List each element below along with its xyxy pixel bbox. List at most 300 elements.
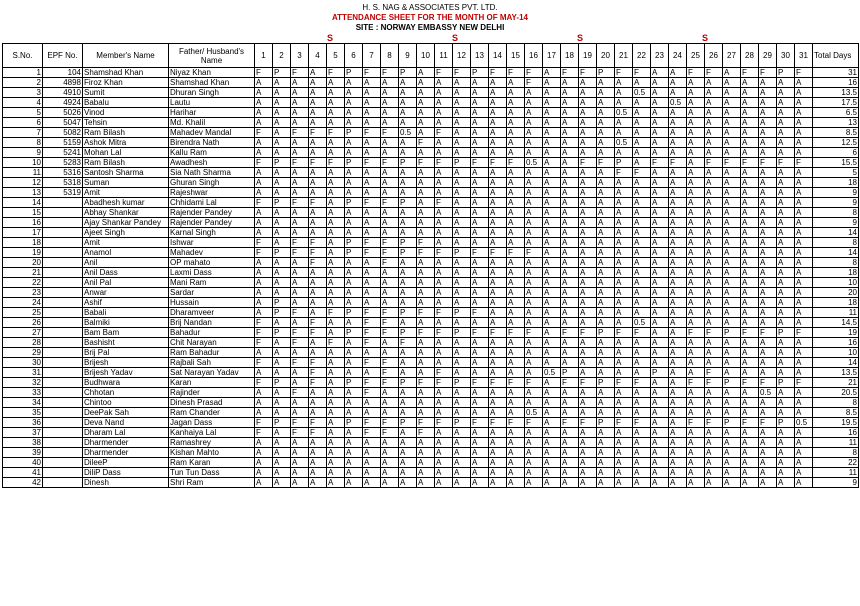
cell-attendance: A (705, 218, 723, 228)
cell-attendance: A (597, 388, 615, 398)
cell-attendance: A (705, 448, 723, 458)
cell-attendance: P (273, 158, 291, 168)
cell-attendance: A (741, 318, 759, 328)
cell-attendance: A (399, 278, 417, 288)
cell-attendance: F (363, 238, 381, 248)
cell-attendance: A (309, 68, 327, 78)
cell-attendance: A (795, 388, 813, 398)
cell-attendance: A (273, 268, 291, 278)
cell-attendance: A (705, 268, 723, 278)
cell-attendance: A (489, 218, 507, 228)
cell-total-days: 20.5 (813, 388, 859, 398)
cell-attendance: A (345, 278, 363, 288)
cell-sno: 10 (3, 158, 43, 168)
sheet-title: ATTENDANCE SHEET FOR THE MONTH OF MAY-14 (331, 13, 528, 22)
cell-attendance: A (633, 158, 651, 168)
cell-attendance: F (561, 328, 579, 338)
cell-attendance: A (471, 228, 489, 238)
cell-attendance: A (345, 318, 363, 328)
cell-member-name: Dinesh (83, 478, 169, 488)
cell-attendance: A (255, 168, 273, 178)
cell-attendance: A (543, 268, 561, 278)
cell-attendance: A (543, 348, 561, 358)
cell-attendance: A (723, 468, 741, 478)
cell-attendance: A (687, 118, 705, 128)
cell-attendance: F (291, 358, 309, 368)
cell-attendance: A (525, 208, 543, 218)
cell-attendance: P (399, 308, 417, 318)
cell-sno: 20 (3, 258, 43, 268)
cell-attendance: A (579, 88, 597, 98)
cell-attendance: A (507, 368, 525, 378)
cell-attendance: A (651, 168, 669, 178)
cell-member-name: Firoz Khan (83, 78, 169, 88)
cell-attendance: A (435, 358, 453, 368)
cell-attendance: A (417, 208, 435, 218)
cell-attendance: A (633, 148, 651, 158)
cell-father-name: Kishan Mahto (169, 448, 255, 458)
cell-father-name: Shri Ram (169, 478, 255, 488)
cell-sno: 15 (3, 208, 43, 218)
cell-attendance: F (615, 168, 633, 178)
cell-attendance: A (759, 148, 777, 158)
cell-attendance: A (345, 388, 363, 398)
cell-attendance: A (579, 118, 597, 128)
cell-attendance: A (669, 378, 687, 388)
cell-epf: 5159 (43, 138, 83, 148)
cell-attendance: A (687, 228, 705, 238)
cell-attendance: A (543, 358, 561, 368)
cell-attendance: A (291, 98, 309, 108)
cell-attendance: A (525, 388, 543, 398)
cell-attendance: A (381, 88, 399, 98)
cell-attendance: A (543, 258, 561, 268)
cell-attendance: A (579, 468, 597, 478)
cell-attendance: A (561, 318, 579, 328)
cell-member-name: Abhay Shankar (83, 208, 169, 218)
cell-attendance: A (597, 198, 615, 208)
cell-attendance: A (687, 398, 705, 408)
cell-attendance: A (345, 298, 363, 308)
cell-attendance: A (309, 178, 327, 188)
cell-attendance: A (759, 398, 777, 408)
cell-attendance: F (381, 328, 399, 338)
cell-sno: 21 (3, 268, 43, 278)
table-row (3, 78, 859, 88)
cell-member-name: Tehsin (83, 118, 169, 128)
cell-member-name: Ashok Mitra (83, 138, 169, 148)
cell-father-name: Ram Bahadur (169, 348, 255, 358)
cell-attendance: A (705, 168, 723, 178)
cell-attendance: A (327, 108, 345, 118)
cell-attendance: A (399, 388, 417, 398)
cell-epf (43, 368, 83, 378)
cell-attendance: F (705, 418, 723, 428)
attendance-rows (3, 68, 859, 488)
cell-sno: 31 (3, 368, 43, 378)
col-header-day: 15 (507, 44, 525, 68)
cell-attendance: A (723, 218, 741, 228)
cell-epf (43, 198, 83, 208)
cell-member-name: Ram Bilash (83, 158, 169, 168)
cell-attendance: F (561, 418, 579, 428)
cell-attendance: A (723, 478, 741, 488)
cell-attendance: F (633, 328, 651, 338)
table-row (3, 248, 859, 258)
cell-father-name: Hussain (169, 298, 255, 308)
cell-attendance: A (795, 208, 813, 218)
cell-attendance: F (327, 158, 345, 168)
cell-attendance: A (723, 388, 741, 398)
cell-attendance: A (705, 298, 723, 308)
cell-attendance: F (327, 68, 345, 78)
cell-attendance: A (507, 468, 525, 478)
cell-attendance: A (273, 388, 291, 398)
cell-attendance: A (435, 148, 453, 158)
cell-attendance: A (291, 438, 309, 448)
cell-total-days: 12.5 (813, 138, 859, 148)
cell-attendance: A (723, 208, 741, 218)
table-row (3, 118, 859, 128)
cell-attendance: A (759, 338, 777, 348)
cell-attendance: F (381, 318, 399, 328)
cell-attendance: A (471, 408, 489, 418)
cell-attendance: A (705, 98, 723, 108)
cell-attendance: A (435, 458, 453, 468)
cell-attendance: A (651, 308, 669, 318)
cell-attendance: A (273, 128, 291, 138)
cell-attendance: A (381, 448, 399, 458)
cell-attendance: A (255, 208, 273, 218)
cell-attendance: A (327, 298, 345, 308)
cell-sno: 30 (3, 358, 43, 368)
cell-attendance: A (795, 278, 813, 288)
cell-attendance: F (579, 378, 597, 388)
cell-attendance: P (399, 238, 417, 248)
cell-attendance: A (309, 288, 327, 298)
cell-attendance: A (417, 148, 435, 158)
col-header-day: 1 (255, 44, 273, 68)
cell-attendance: A (273, 108, 291, 118)
cell-attendance: A (777, 198, 795, 208)
cell-attendance: A (633, 398, 651, 408)
cell-epf (43, 238, 83, 248)
cell-attendance: A (309, 88, 327, 98)
cell-attendance: F (309, 158, 327, 168)
cell-attendance: A (561, 78, 579, 88)
cell-attendance: P (561, 368, 579, 378)
cell-attendance: A (597, 88, 615, 98)
cell-attendance: A (399, 178, 417, 188)
cell-attendance: A (471, 358, 489, 368)
cell-attendance: A (399, 458, 417, 468)
cell-attendance: A (669, 458, 687, 468)
cell-attendance: A (291, 78, 309, 88)
cell-attendance: F (309, 318, 327, 328)
cell-attendance: A (759, 438, 777, 448)
cell-attendance: A (453, 398, 471, 408)
cell-attendance: A (741, 478, 759, 488)
table-row (3, 98, 859, 108)
cell-attendance: A (309, 338, 327, 348)
cell-attendance: A (741, 468, 759, 478)
cell-attendance: F (309, 238, 327, 248)
cell-sno: 13 (3, 188, 43, 198)
cell-attendance: A (525, 348, 543, 358)
cell-attendance: A (597, 368, 615, 378)
col-header-day: 21 (615, 44, 633, 68)
cell-attendance: A (435, 288, 453, 298)
cell-attendance: A (525, 108, 543, 118)
cell-attendance: A (669, 228, 687, 238)
cell-attendance: A (723, 438, 741, 448)
cell-attendance: A (597, 188, 615, 198)
cell-attendance: A (543, 438, 561, 448)
cell-attendance: A (795, 168, 813, 178)
cell-father-name: Ram Karan (169, 458, 255, 468)
cell-attendance: A (561, 448, 579, 458)
table-row (3, 148, 859, 158)
cell-attendance: A (597, 178, 615, 188)
cell-attendance: A (489, 278, 507, 288)
cell-attendance: A (489, 268, 507, 278)
cell-attendance: A (345, 438, 363, 448)
cell-attendance: A (507, 318, 525, 328)
cell-attendance: A (543, 118, 561, 128)
cell-attendance: F (507, 248, 525, 258)
cell-attendance: A (741, 98, 759, 108)
cell-attendance: A (669, 478, 687, 488)
cell-attendance: A (399, 88, 417, 98)
cell-attendance: A (687, 468, 705, 478)
cell-attendance: A (345, 458, 363, 468)
cell-attendance: A (363, 168, 381, 178)
cell-attendance: A (273, 368, 291, 378)
cell-attendance: A (363, 408, 381, 418)
cell-attendance: A (651, 108, 669, 118)
cell-attendance: A (435, 228, 453, 238)
cell-member-name: Dharmender (83, 438, 169, 448)
cell-attendance: A (435, 438, 453, 448)
cell-attendance: A (435, 398, 453, 408)
cell-attendance: A (273, 188, 291, 198)
cell-attendance: A (669, 408, 687, 418)
cell-attendance: A (795, 318, 813, 328)
cell-attendance: F (687, 378, 705, 388)
cell-sno: 42 (3, 478, 43, 488)
cell-attendance: F (453, 68, 471, 78)
sunday-marker: S (702, 33, 709, 43)
cell-attendance: A (579, 108, 597, 118)
cell-attendance: F (363, 158, 381, 168)
cell-attendance: F (327, 338, 345, 348)
cell-attendance: A (651, 408, 669, 418)
cell-epf: 5283 (43, 158, 83, 168)
cell-attendance: A (561, 348, 579, 358)
cell-attendance: A (723, 408, 741, 418)
col-header-epf: EPF No. (43, 44, 83, 68)
cell-attendance: A (327, 138, 345, 148)
cell-attendance: A (777, 88, 795, 98)
cell-attendance: F (759, 378, 777, 388)
cell-attendance: A (633, 78, 651, 88)
cell-attendance: A (651, 418, 669, 428)
cell-attendance: A (777, 228, 795, 238)
cell-attendance: A (759, 78, 777, 88)
cell-attendance: A (327, 388, 345, 398)
cell-attendance: A (453, 358, 471, 368)
col-header-day: 8 (381, 44, 399, 68)
cell-attendance: A (687, 78, 705, 88)
cell-attendance: A (543, 298, 561, 308)
cell-attendance: A (741, 428, 759, 438)
cell-total-days: 21 (813, 378, 859, 388)
cell-attendance: A (291, 268, 309, 278)
cell-attendance: A (471, 168, 489, 178)
cell-attendance: A (489, 388, 507, 398)
cell-attendance: F (687, 68, 705, 78)
cell-sno: 17 (3, 228, 43, 238)
cell-attendance: A (705, 318, 723, 328)
cell-attendance: A (399, 318, 417, 328)
cell-attendance: A (633, 408, 651, 418)
cell-attendance: A (507, 458, 525, 468)
cell-attendance: A (273, 468, 291, 478)
cell-attendance: A (363, 458, 381, 468)
cell-attendance: A (723, 128, 741, 138)
cell-attendance: A (471, 338, 489, 348)
cell-attendance: A (795, 138, 813, 148)
cell-attendance: A (705, 388, 723, 398)
cell-attendance: A (705, 288, 723, 298)
cell-attendance: F (255, 358, 273, 368)
cell-attendance: F (291, 418, 309, 428)
cell-attendance: A (741, 448, 759, 458)
cell-attendance: F (399, 338, 417, 348)
cell-attendance: A (363, 138, 381, 148)
cell-attendance: A (795, 268, 813, 278)
cell-attendance: A (759, 108, 777, 118)
cell-attendance: A (435, 168, 453, 178)
cell-attendance: A (777, 268, 795, 278)
cell-member-name: Brijesh Yadav (83, 368, 169, 378)
cell-father-name: Dinesh Prasad (169, 398, 255, 408)
cell-attendance: A (255, 188, 273, 198)
cell-father-name: Rajeshwar (169, 188, 255, 198)
cell-attendance: A (489, 108, 507, 118)
cell-attendance: A (705, 338, 723, 348)
cell-attendance: A (507, 188, 525, 198)
cell-attendance: F (777, 158, 795, 168)
cell-attendance: A (255, 468, 273, 478)
cell-attendance: A (741, 438, 759, 448)
cell-attendance: F (489, 378, 507, 388)
cell-attendance: A (309, 278, 327, 288)
cell-attendance: A (579, 78, 597, 88)
cell-attendance: A (471, 128, 489, 138)
cell-attendance: A (561, 248, 579, 258)
attendance-table (2, 43, 859, 488)
cell-attendance: A (417, 118, 435, 128)
cell-total-days: 13.5 (813, 368, 859, 378)
cell-attendance: F (489, 328, 507, 338)
cell-father-name: Tun Tun Dass (169, 468, 255, 478)
cell-attendance: A (417, 468, 435, 478)
cell-attendance: A (525, 198, 543, 208)
cell-attendance: A (741, 228, 759, 238)
cell-attendance: A (723, 318, 741, 328)
cell-epf: 5318 (43, 178, 83, 188)
cell-attendance: A (543, 328, 561, 338)
cell-attendance: A (381, 288, 399, 298)
cell-attendance: A (471, 98, 489, 108)
cell-attendance: A (741, 278, 759, 288)
cell-attendance: A (741, 458, 759, 468)
cell-attendance: A (795, 438, 813, 448)
cell-attendance: A (579, 248, 597, 258)
cell-attendance: A (669, 348, 687, 358)
cell-attendance: A (543, 68, 561, 78)
cell-attendance: A (705, 458, 723, 468)
cell-attendance: A (723, 108, 741, 118)
cell-attendance: A (255, 368, 273, 378)
cell-attendance: A (291, 368, 309, 378)
cell-attendance: P (399, 198, 417, 208)
cell-attendance: A (471, 198, 489, 208)
cell-attendance: A (561, 458, 579, 468)
cell-total-days: 11 (813, 438, 859, 448)
cell-attendance: A (345, 468, 363, 478)
cell-attendance: A (489, 338, 507, 348)
col-header-father: Father/ Husband's Name (169, 44, 255, 68)
cell-attendance: A (561, 218, 579, 228)
cell-father-name: Awadhesh (169, 158, 255, 168)
cell-attendance: A (543, 238, 561, 248)
cell-attendance: A (345, 78, 363, 88)
cell-attendance: A (561, 268, 579, 278)
cell-attendance: F (291, 68, 309, 78)
cell-attendance: A (651, 68, 669, 78)
cell-attendance: A (669, 128, 687, 138)
cell-attendance: F (363, 308, 381, 318)
cell-sno: 22 (3, 278, 43, 288)
cell-attendance: A (561, 198, 579, 208)
cell-attendance: A (723, 68, 741, 78)
cell-attendance: A (399, 468, 417, 478)
cell-attendance: A (525, 128, 543, 138)
table-row (3, 478, 859, 488)
cell-attendance: A (291, 298, 309, 308)
cell-attendance: F (507, 378, 525, 388)
cell-attendance: A (417, 388, 435, 398)
cell-attendance: A (273, 148, 291, 158)
cell-attendance: A (327, 198, 345, 208)
cell-attendance: P (777, 328, 795, 338)
cell-member-name: Anamol (83, 248, 169, 258)
cell-attendance: A (795, 148, 813, 158)
cell-sno: 35 (3, 408, 43, 418)
cell-attendance: A (291, 88, 309, 98)
cell-attendance: A (525, 118, 543, 128)
cell-attendance: A (381, 398, 399, 408)
cell-attendance: A (741, 78, 759, 88)
cell-attendance: A (777, 78, 795, 88)
cell-attendance: A (723, 428, 741, 438)
cell-attendance: A (759, 258, 777, 268)
cell-member-name: Anwar (83, 288, 169, 298)
cell-attendance: A (741, 258, 759, 268)
cell-attendance: F (291, 128, 309, 138)
